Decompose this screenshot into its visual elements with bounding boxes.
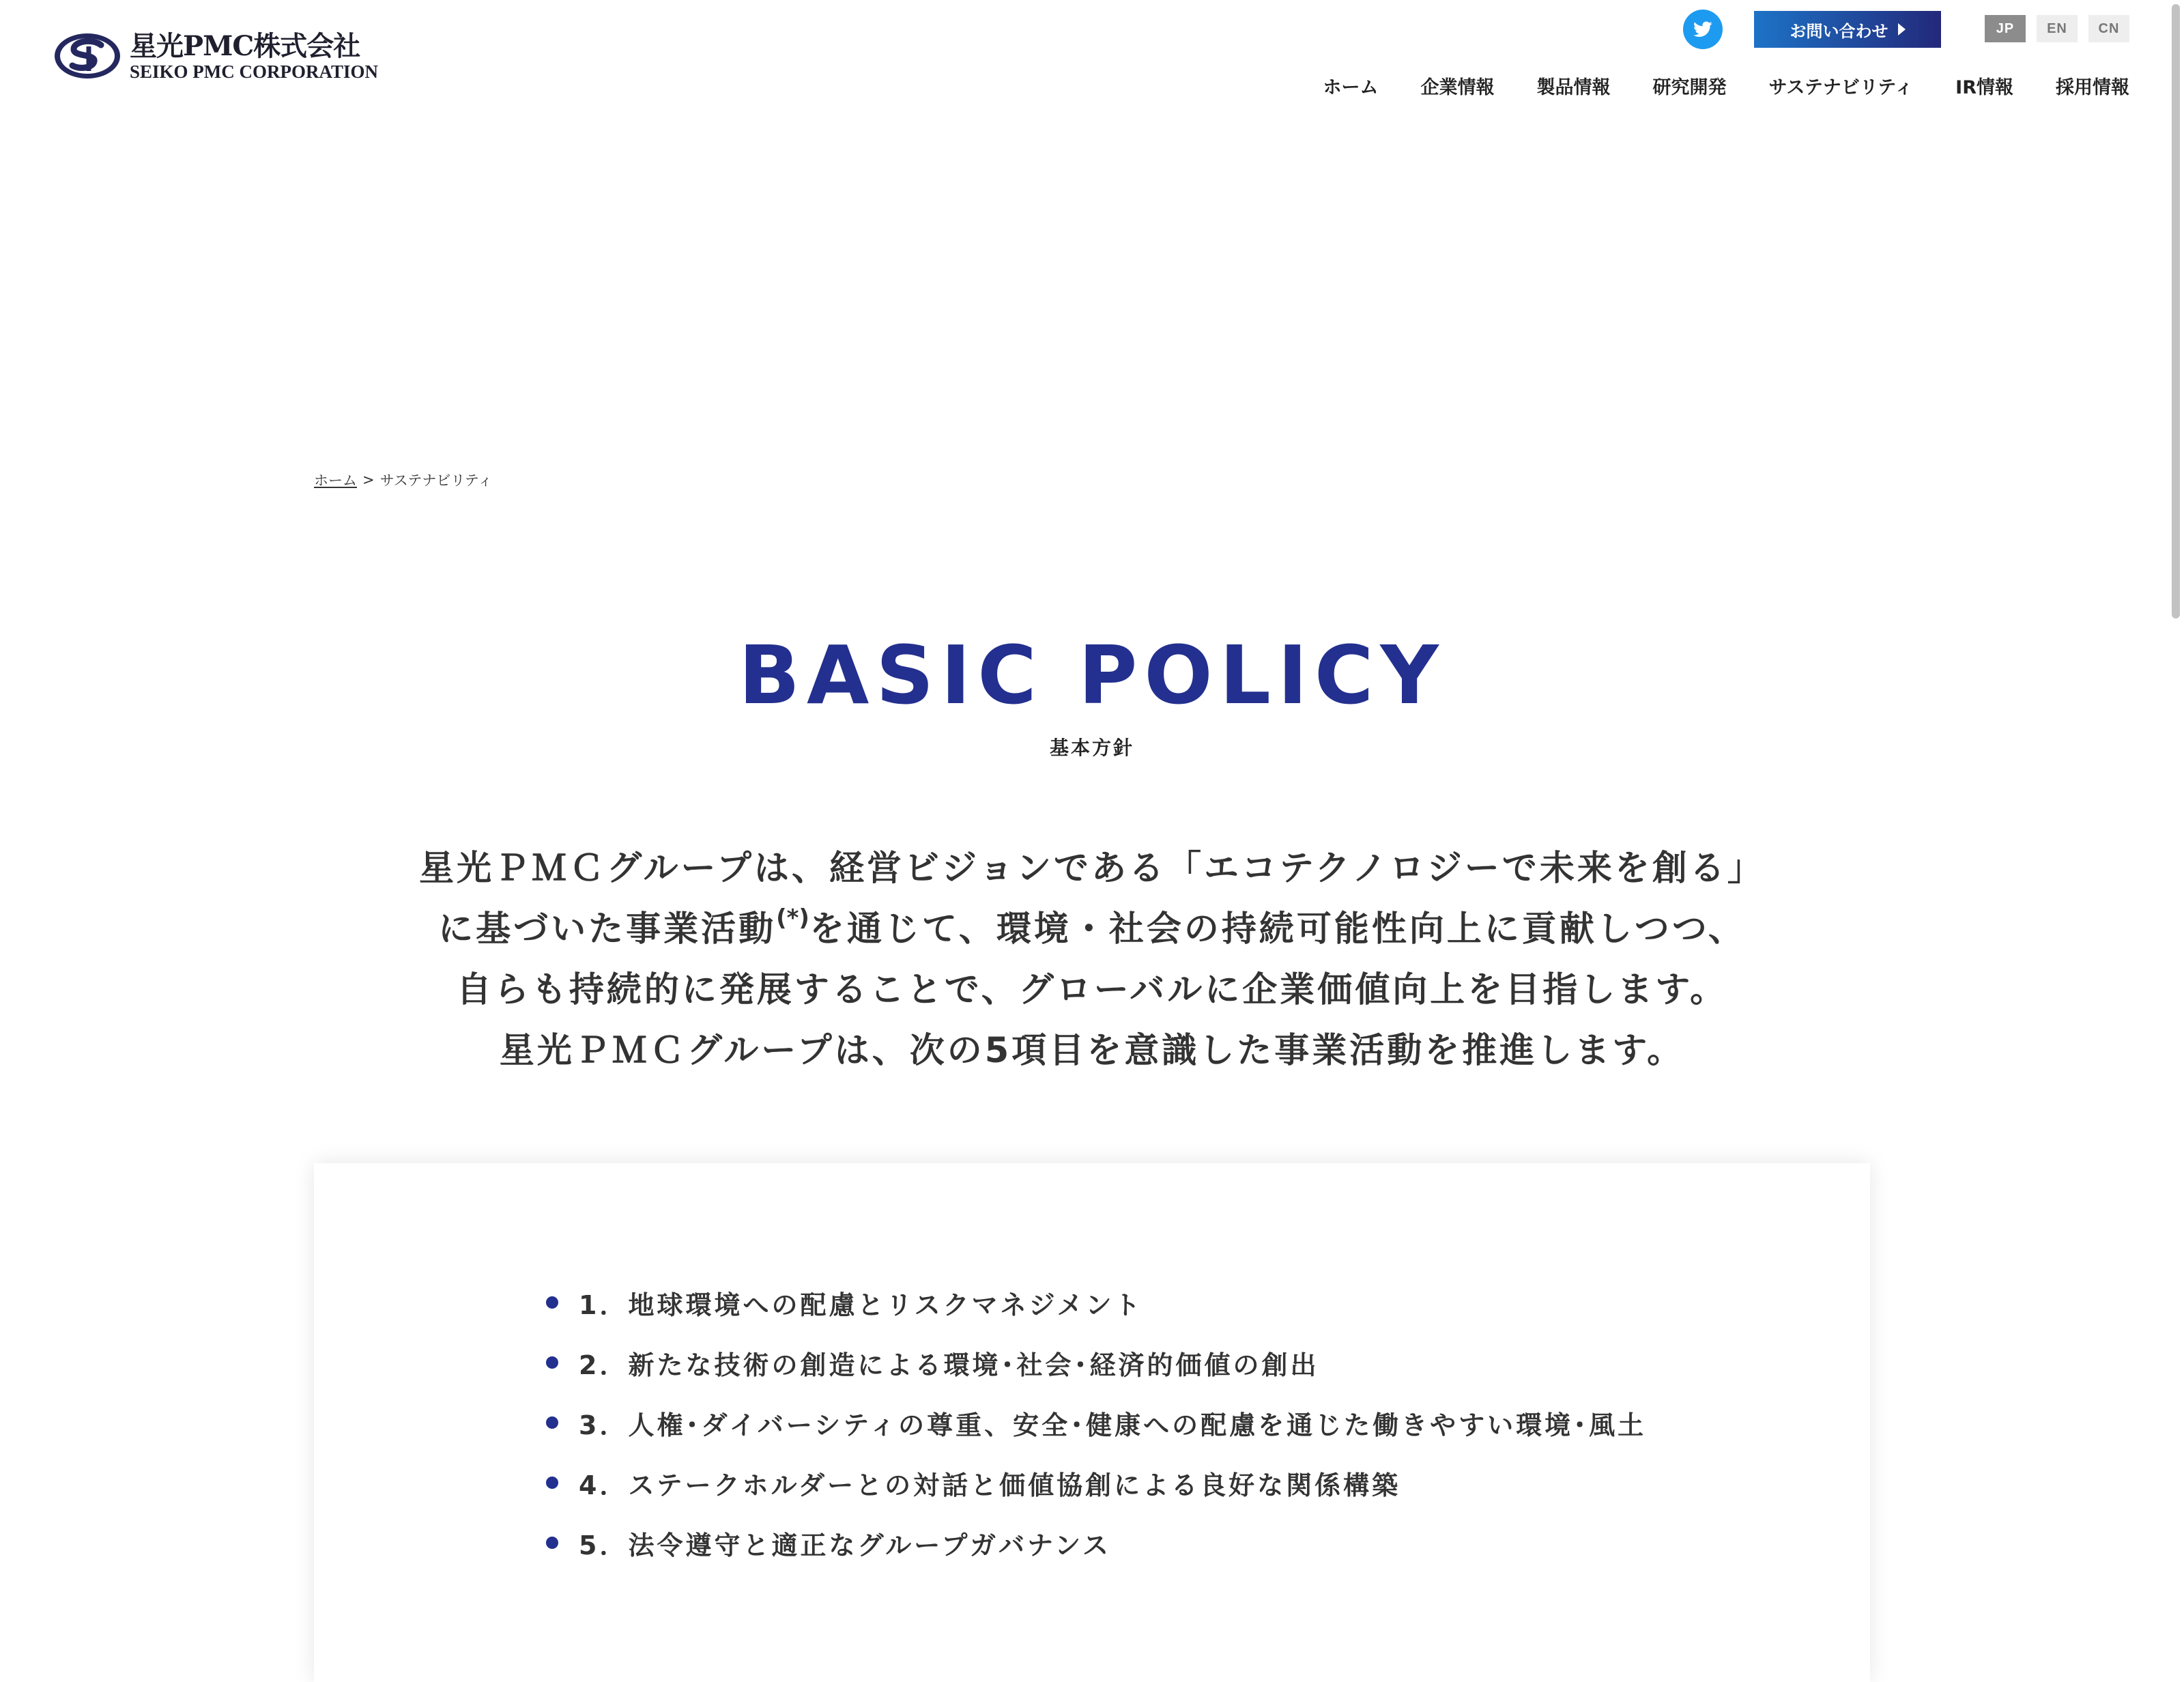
footnote-marker: (*) (776, 904, 809, 932)
global-nav (1323, 72, 2129, 99)
contact-button[interactable] (1754, 11, 1941, 48)
logo-mark-icon (53, 30, 121, 82)
nav-item-company[interactable]: 企業情報 (1420, 77, 1495, 98)
policy-item (546, 1393, 1646, 1453)
policy-card (314, 1163, 1870, 1682)
policy-item-text: 3．人権･ダイバーシティの尊重、安全･健康への配慮を通じた働きやすい環境･風土 (579, 1410, 1647, 1440)
lang-cn-button[interactable]: CN (2088, 15, 2129, 42)
breadcrumb-separator: > (362, 472, 375, 488)
nav-item-products[interactable]: 製品情報 (1536, 77, 1611, 98)
section-subtitle: 基本方針 (1049, 737, 1134, 759)
nav-item-ir[interactable]: IR情報 (1955, 77, 2013, 98)
intro-line-2-end: を通じて、環境・社会の持続可能性向上に貢献しつつ、 (809, 909, 1746, 950)
intro-line-3: 自らも持続的に発展することで、グローバルに企業価値向上を目指します。 (456, 970, 1728, 1010)
intro-line-1: 星光ＰＭＣグループは、経営ビジョンである「エコテクノロジーで未来を創る」 (419, 849, 1765, 889)
scrollbar-thumb[interactable] (2172, 4, 2180, 618)
company-logo[interactable] (53, 30, 378, 82)
policy-item (546, 1513, 1646, 1573)
policy-item-text: 1．地球環境への配慮とリスクマネジメント (579, 1289, 1143, 1320)
section-title: BASIC POLICY (738, 628, 1446, 722)
intro-paragraph (205, 838, 1979, 1081)
page-scrollbar[interactable] (2168, 0, 2184, 1638)
policy-item-text: 2．新たな技術の創造による環境･社会･経済的価値の創出 (579, 1350, 1319, 1380)
intro-line-4: 星光ＰＭＣグループは、次の5項目を意識した事業活動を推進します。 (499, 1031, 1685, 1071)
policy-list (546, 1272, 1646, 1573)
logo-japanese-name: 星光PMC株式会社 (130, 30, 360, 62)
intro-line-2 (205, 899, 1979, 960)
bullet-icon (546, 1296, 558, 1309)
bullet-icon (546, 1356, 558, 1369)
twitter-bird-icon (1693, 21, 1712, 38)
policy-item-text: 4．ステークホルダーとの対話と価値協創による良好な関係構築 (579, 1470, 1401, 1500)
lang-jp-button[interactable]: JP (1985, 15, 2026, 42)
policy-item-text: 5．法令遵守と適正なグループガバナンス (579, 1530, 1111, 1560)
policy-item (546, 1272, 1646, 1332)
nav-item-sustainability[interactable]: サステナビリティ (1768, 77, 1914, 98)
twitter-link[interactable] (1683, 10, 1723, 49)
intro-line-2-start: に基づいた事業活動 (438, 909, 777, 950)
logo-english-name: SEIKO PMC CORPORATION (130, 61, 379, 82)
breadcrumb (314, 470, 492, 490)
caret-right-icon (1898, 23, 1906, 35)
nav-item-recruit[interactable]: 採用情報 (2056, 77, 2129, 98)
nav-item-home[interactable]: ホーム (1323, 77, 1379, 98)
nav-item-research[interactable]: 研究開発 (1652, 77, 1727, 98)
bullet-icon (546, 1416, 558, 1429)
breadcrumb-home-link[interactable]: ホーム (314, 472, 357, 489)
bullet-icon (546, 1537, 558, 1549)
breadcrumb-current: サステナビリティ (379, 472, 493, 489)
bullet-icon (546, 1477, 558, 1489)
contact-button-label: お問い合わせ (1790, 21, 1888, 41)
policy-item (546, 1453, 1646, 1513)
policy-item (546, 1332, 1646, 1393)
lang-en-button[interactable]: EN (2037, 15, 2078, 42)
